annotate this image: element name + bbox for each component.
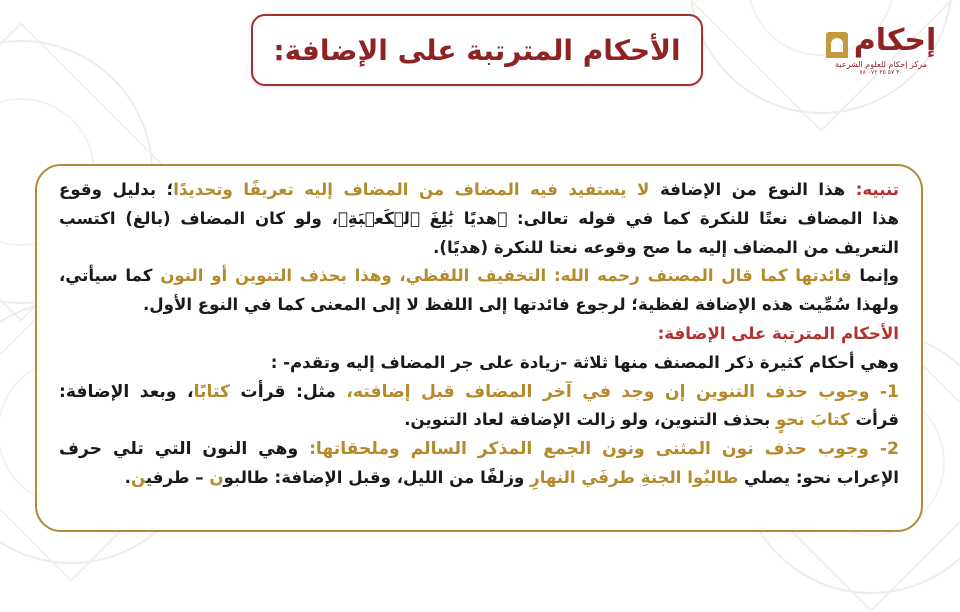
logo-emblem-icon (827, 32, 849, 58)
title-banner (252, 14, 704, 86)
text-line (60, 406, 900, 435)
text-run: ؛ بدليل وقوع (60, 180, 175, 199)
text-run: قرأت (850, 410, 900, 430)
text-line (60, 176, 900, 205)
text-run: وإنما (852, 266, 900, 286)
text-line (60, 378, 900, 407)
page-title: الأحكام المترتبة على الإضافة: (274, 33, 682, 67)
logo-tagline: ٣٠ ٥٧ ٢٥ ٠٧٢ ٧٨ (860, 69, 904, 76)
text-line (60, 234, 900, 263)
highlight-text: طالبُوا الجنةِ (641, 467, 740, 487)
text-run: كما سيأتي، (60, 266, 162, 286)
text-line (60, 205, 900, 234)
note-label: تنبيه: (856, 180, 900, 199)
highlight-text: لا يستفيد فيه المضاف من المضاف إليه تعريفًا وتحديدًا (174, 180, 651, 199)
text-run: ، وبعد الإضافة: (60, 381, 195, 402)
highlight-text: ن (131, 467, 147, 487)
rule-2-heading: 2- وجوب حذف نون المثنى ونون الجمع المذكر السالم وملحقاتها: (310, 439, 900, 460)
highlight-text: ن (210, 467, 225, 487)
text-line (60, 435, 900, 464)
text-run: بحذف التنوين، ولو زالت الإضافة لعاد التنوين. (405, 410, 777, 430)
highlight-text: طرفَي النهارِ (531, 467, 636, 487)
text-run: مثل: قرأت (230, 381, 348, 402)
section-heading-text: الأحكام المترتبة على الإضافة: (658, 323, 900, 343)
rule-1-heading: 1- وجوب حذف التنوين إن وجد في آخر المضاف قبل إضافته، (347, 381, 900, 402)
text-run: هذا النوع من الإضافة (650, 180, 857, 199)
text-line (60, 262, 900, 291)
text-run: التعريف من المضاف إليه ما صح وقوعه نعتا للنكرة (هديًا). (434, 237, 900, 257)
section-heading (60, 320, 900, 349)
logo-word: إحكام (854, 23, 938, 58)
text-line (60, 291, 900, 320)
logo-row (827, 24, 938, 58)
text-run: الإعراب نحو: يصلي (739, 467, 900, 487)
logo (826, 24, 938, 96)
text-run: هذا المضاف نعتًا للنكرة كما في قوله تعالى: ﴿هديًا بَٰلِغَ ٱلۡكَعۡبَةِ﴾، ولو كان المضاف (بالغ) اكتسب (60, 208, 900, 228)
content-panel (36, 164, 924, 532)
text-run: . (125, 467, 132, 487)
highlight-text: كتابَ نحوٍ (776, 410, 851, 430)
text-run: وهي النون التي تلي حرف (60, 439, 311, 460)
highlight-text: فائدتها كما قال المصنف رحمه الله: التخفيف اللفظي، وهذا بحذف التنوين أو النون (161, 266, 853, 286)
logo-subtitle: مركز إحكام للعلوم الشرعية (836, 60, 928, 69)
text-line (60, 349, 900, 378)
text-run: وهي أحكام كثيرة ذكر المصنف منها ثلاثة -زيادة على جر المضاف إليه وتقدم- : (271, 352, 900, 372)
text-run: ولهذا سُمِّيت هذه الإضافة لفظية؛ لرجوع فائدتها إلى اللفظ لا إلى المعنى كما في النوع الأول. (143, 295, 900, 315)
text-run: – طرفي (146, 467, 211, 487)
text-run: وزلفًا من الليل، وقبل الإضافة: طالبو (224, 467, 532, 487)
text-line (60, 464, 900, 493)
highlight-text: كتابًا (194, 381, 231, 402)
